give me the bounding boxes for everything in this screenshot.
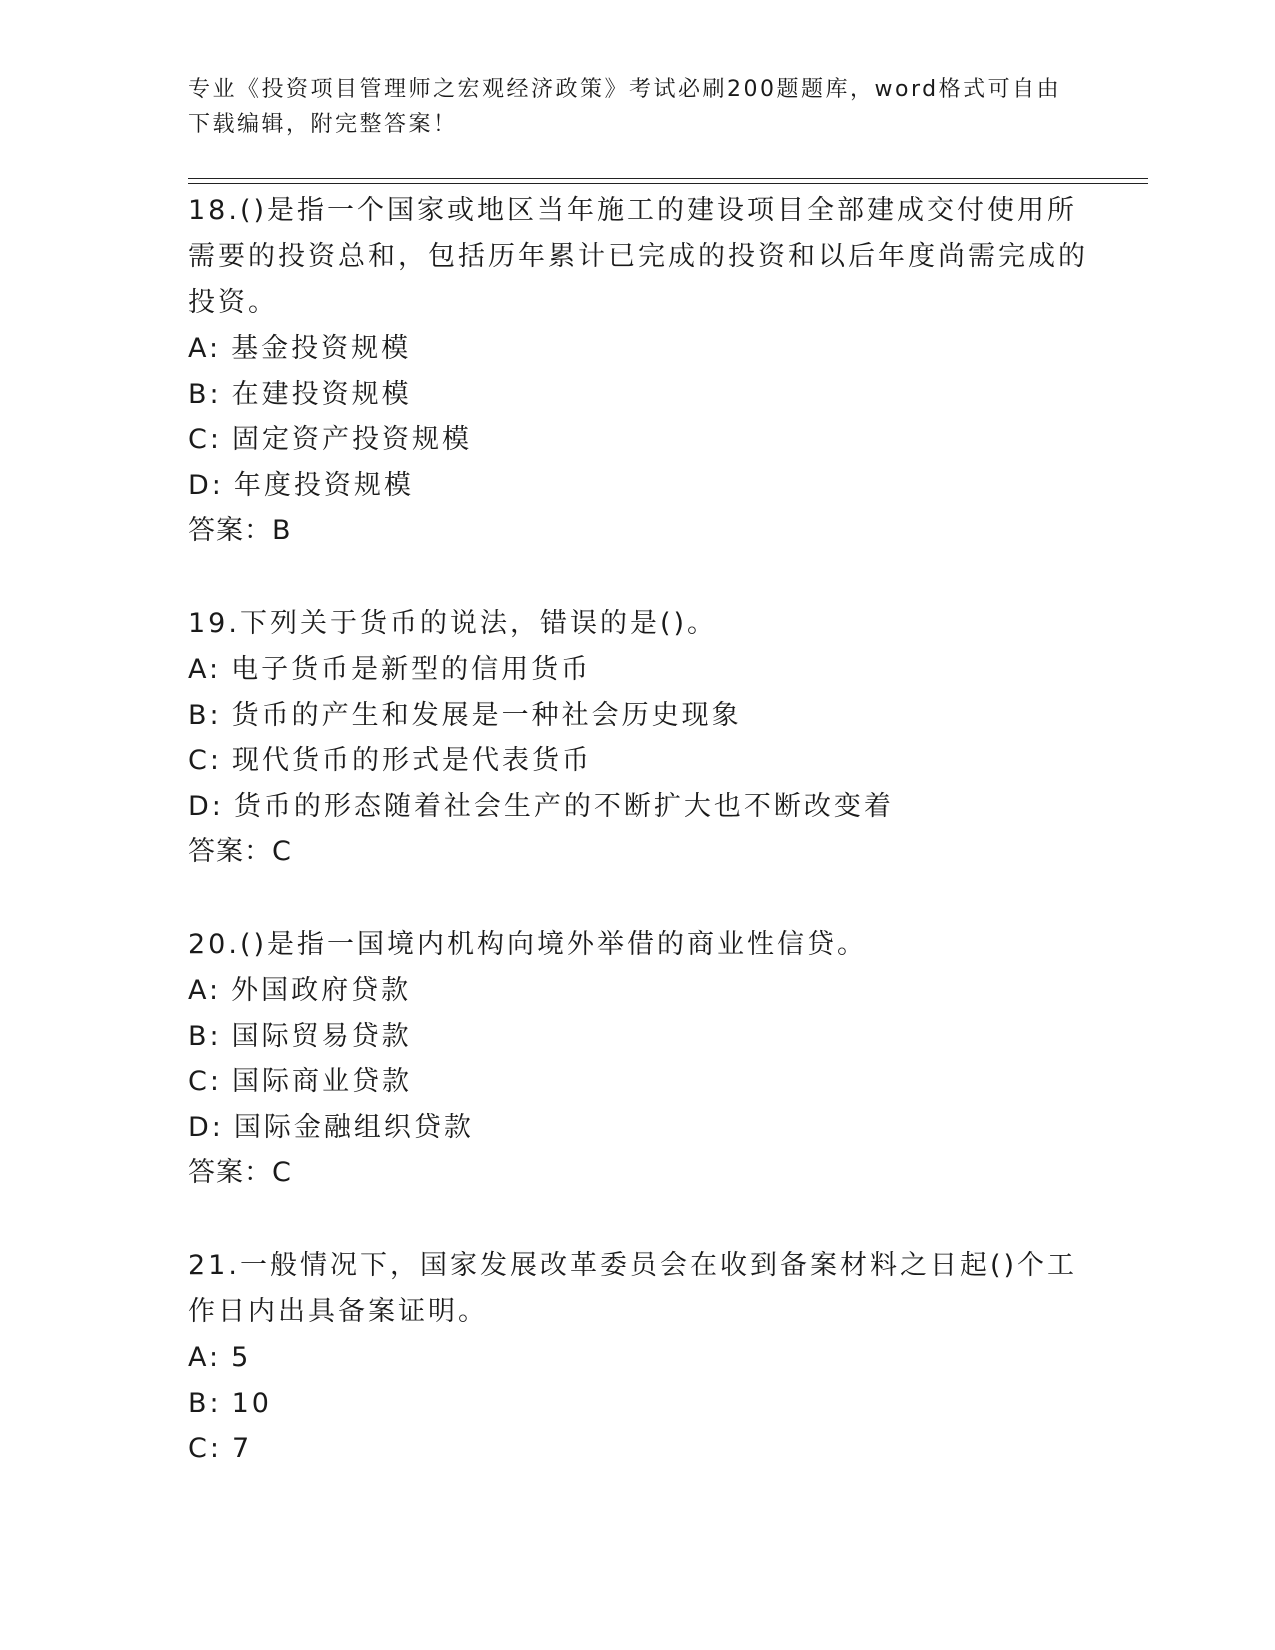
option-key: B: bbox=[188, 699, 222, 731]
option-key: C: bbox=[188, 1433, 222, 1464]
document-header bbox=[188, 72, 1088, 142]
option-b bbox=[188, 693, 1088, 739]
option-text: 固定资产投资规模 bbox=[231, 424, 472, 455]
option-key: A: bbox=[188, 654, 222, 685]
header-line-1: 专业《投资项目管理师之宏观经济政策》考试必刷200题题库，word格式可自由 bbox=[188, 77, 1062, 102]
option-key: D: bbox=[188, 469, 224, 501]
option-d bbox=[188, 1105, 1088, 1151]
option-text: 现代货币的形式是代表货币 bbox=[231, 745, 592, 776]
question-text: 20.()是指一国境内机构向境外举借的商业性信贷。 bbox=[188, 929, 868, 960]
option-b bbox=[188, 1014, 1088, 1060]
option-a bbox=[188, 1335, 1088, 1381]
option-key: B: bbox=[188, 1387, 222, 1419]
header-line-2: 下载编辑，附完整答案！ bbox=[188, 112, 458, 137]
option-key: A: bbox=[188, 975, 222, 1006]
option-c bbox=[188, 1059, 1088, 1105]
answer-label: 答案：C bbox=[188, 1157, 292, 1188]
option-text: 在建投资规模 bbox=[231, 378, 412, 410]
option-text: 货币的形态随着社会生产的不断扩大也不断改变着 bbox=[233, 790, 894, 822]
option-c bbox=[188, 417, 1088, 463]
header-divider-bottom bbox=[188, 183, 1148, 184]
option-text: 7 bbox=[231, 1433, 253, 1464]
question-19 bbox=[188, 601, 1088, 875]
option-text: 5 bbox=[231, 1342, 252, 1373]
option-text: 国际贸易贷款 bbox=[231, 1020, 412, 1052]
option-text: 10 bbox=[231, 1387, 272, 1419]
option-d bbox=[188, 784, 1088, 830]
option-key: C: bbox=[188, 1066, 222, 1097]
option-key: B: bbox=[188, 378, 222, 410]
question-text: 18.()是指一个国家或地区当年施工的建设项目全部建成交付使用所需要的投资总和，包括历年累计已完成的投资和以后年度尚需完成的投资。 bbox=[188, 195, 1088, 318]
option-a bbox=[188, 968, 1088, 1014]
option-key: C: bbox=[188, 745, 222, 776]
answer-label: 答案：C bbox=[188, 836, 292, 867]
question-list bbox=[188, 188, 1088, 1519]
header-divider-top bbox=[188, 178, 1148, 179]
question-18 bbox=[188, 188, 1088, 554]
option-text: 电子货币是新型的信用货币 bbox=[231, 654, 592, 685]
question-text: 19.下列关于货币的说法，错误的是()。 bbox=[188, 608, 718, 639]
option-a bbox=[188, 326, 1088, 372]
answer-label: 答案：B bbox=[188, 515, 292, 546]
option-text: 外国政府贷款 bbox=[231, 975, 412, 1006]
option-key: D: bbox=[188, 1111, 224, 1143]
question-text: 21.一般情况下，国家发展改革委员会在收到备案材料之日起()个工作日内出具备案证明。 bbox=[188, 1250, 1078, 1327]
option-b bbox=[188, 1381, 1088, 1427]
option-text: 货币的产生和发展是一种社会历史现象 bbox=[231, 699, 742, 731]
question-21 bbox=[188, 1243, 1088, 1472]
option-key: D: bbox=[188, 790, 224, 822]
option-text: 国际金融组织贷款 bbox=[233, 1111, 474, 1143]
option-text: 年度投资规模 bbox=[233, 469, 414, 501]
option-b bbox=[188, 372, 1088, 418]
option-text: 基金投资规模 bbox=[231, 333, 412, 364]
option-a bbox=[188, 647, 1088, 693]
option-key: A: bbox=[188, 333, 222, 364]
question-20 bbox=[188, 922, 1088, 1196]
option-text: 国际商业贷款 bbox=[231, 1066, 412, 1097]
option-c bbox=[188, 738, 1088, 784]
option-key: A: bbox=[188, 1342, 222, 1373]
option-d bbox=[188, 463, 1088, 509]
option-c bbox=[188, 1426, 1088, 1472]
option-key: C: bbox=[188, 424, 222, 455]
option-key: B: bbox=[188, 1020, 222, 1052]
